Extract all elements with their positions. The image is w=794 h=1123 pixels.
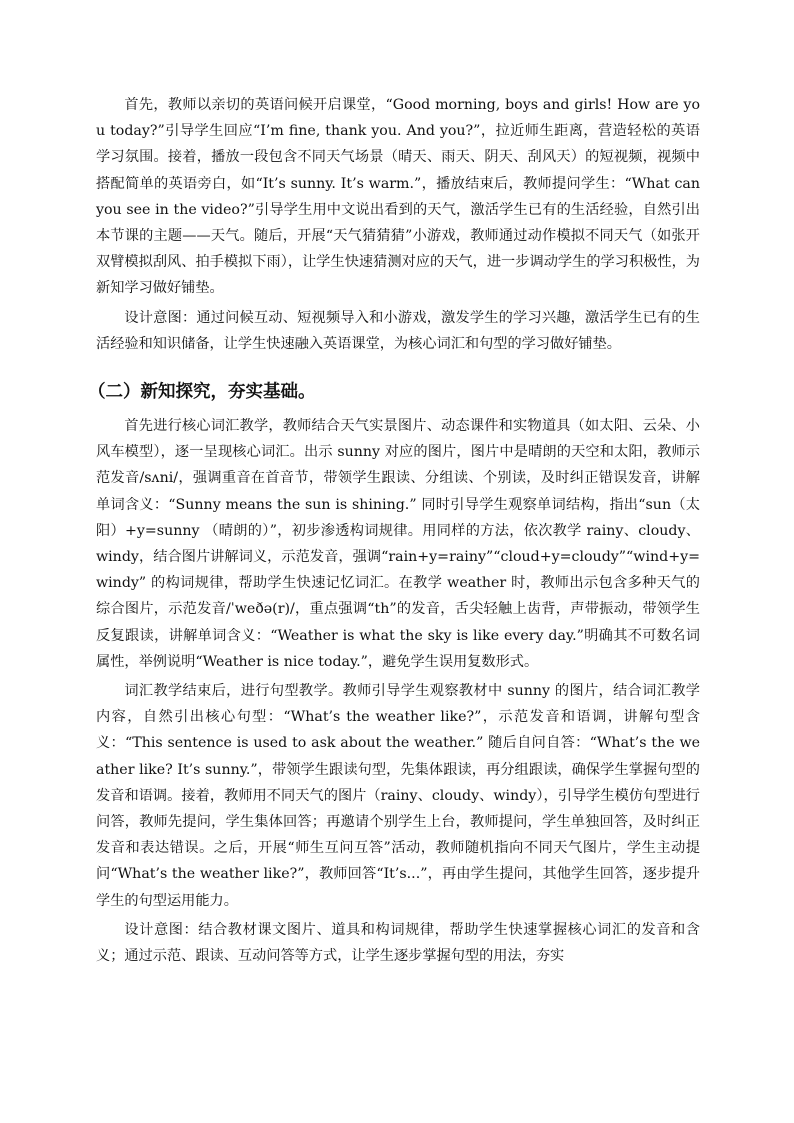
intro-design-intent: 设计意图：通过问候互动、短视频导入和小游戏，激发学生的学习兴趣，激活学生已有的生活经验和知识储备，让学生快速融入英语课堂，为核心词汇和句型的学习做好铺垫。 — [96, 309, 700, 352]
section-design-intent: 设计意图：结合教材课文图片、道具和构词规律，帮助学生快速掌握核心词汇的发音和含义；通过示范、跟读、互动问答等方式，让学生逐步掌握句型的用法，夯实 — [96, 921, 700, 965]
sentence-pattern-paragraph: 词汇教学结束后，进行句型教学。教师引导学生观察教材中 sunny 的图片，结合词汇教学内容，自然引出核心句型：“What’s the weather like?”，示范发音和语调，讲解句型含义：“This sentence is used to ask about the weather.” 随后自问自答：“What’s the weather like? It’s sunny.”，带领学生跟读句型，先集体跟读，再分组跟读，确保学生掌握句型的发音和语调。接着，教师用不同天气的图片（rainy、cloudy、windy），引导学生模仿句型进行问答，教师先提问，学生集体回答；再邀请个别学生上台，教师提问，学生单独回答，及时纠正发音和表达错误。之后，开展“师生互问互答”活动，教师随机指向不同天气图片，学生主动提问“What’s the weather like?”，教师回答“It’s...”，再由学生提问，其他学生回答，逐步提升学生的句型运用能力。 — [96, 683, 700, 909]
vocabulary-paragraph: 首先进行核心词汇教学，教师结合天气实景图片、动态课件和实物道具（如太阳、云朵、小风车模型），逐一呈现核心词汇。出示 sunny 对应的图片，图片中是晴朗的天空和太阳，教师示范发音/sʌni/，强调重音在首音节，带领学生跟读、分组读、个别读，及时纠正错误发音，讲解单词含义：“Sunny means the sun is shining.” 同时引导学生观察单词结构，指出“sun（太阳）+y=sunny （晴朗的）”，初步渗透构词规律。用同样的方法，依次教学 rainy、cloudy、windy，结合图片讲解词义，示范发音，强调“rain+y=rainy”“cloud+y=cloudy”“wind+y=windy” 的构词规律，帮助学生快速记忆词汇。在教学 weather 时，教师出示包含多种天气的综合图片，示范发音/ˈweðə(r)/，重点强调“th”的发音，舌尖轻触上齿背，声带振动，带领学生反复跟读，讲解单词含义：“Weather is what the sky is like every day.”明确其不可数名词属性，举例说明“Weather is nice today.”，避免学生误用复数形式。 — [96, 418, 700, 670]
section-heading: （二）新知探究，夯实基础。 — [88, 382, 316, 403]
document-page — [88, 92, 700, 969]
intro-paragraph-1: 首先，教师以亲切的英语问候开启课堂，“Good morning, boys and girls! How are you today?”引导学生回应“I’m fine, thank you. And you?”，拉近师生距离，营造轻松的英语学习氛围。接着，播放一段包含不同天气场景（晴天、雨天、阴天、刮风天）的短视频，视频中搭配简单的英语旁白，如“It’s sunny. It’s warm.”，播放结束后，教师提问学生：“What can you see in the video?”引导学生用中文说出看到的天气，激活学生已有的生活经验，自然引出本节课的主题——天气。随后，开展“天气猜猜猜”小游戏，教师通过动作模拟不同天气（如张开双臂模拟刮风、拍手模拟下雨），让学生快速猜测对应的天气，进一步调动学生的学习积极性，为新知学习做好铺垫。 — [96, 97, 700, 297]
